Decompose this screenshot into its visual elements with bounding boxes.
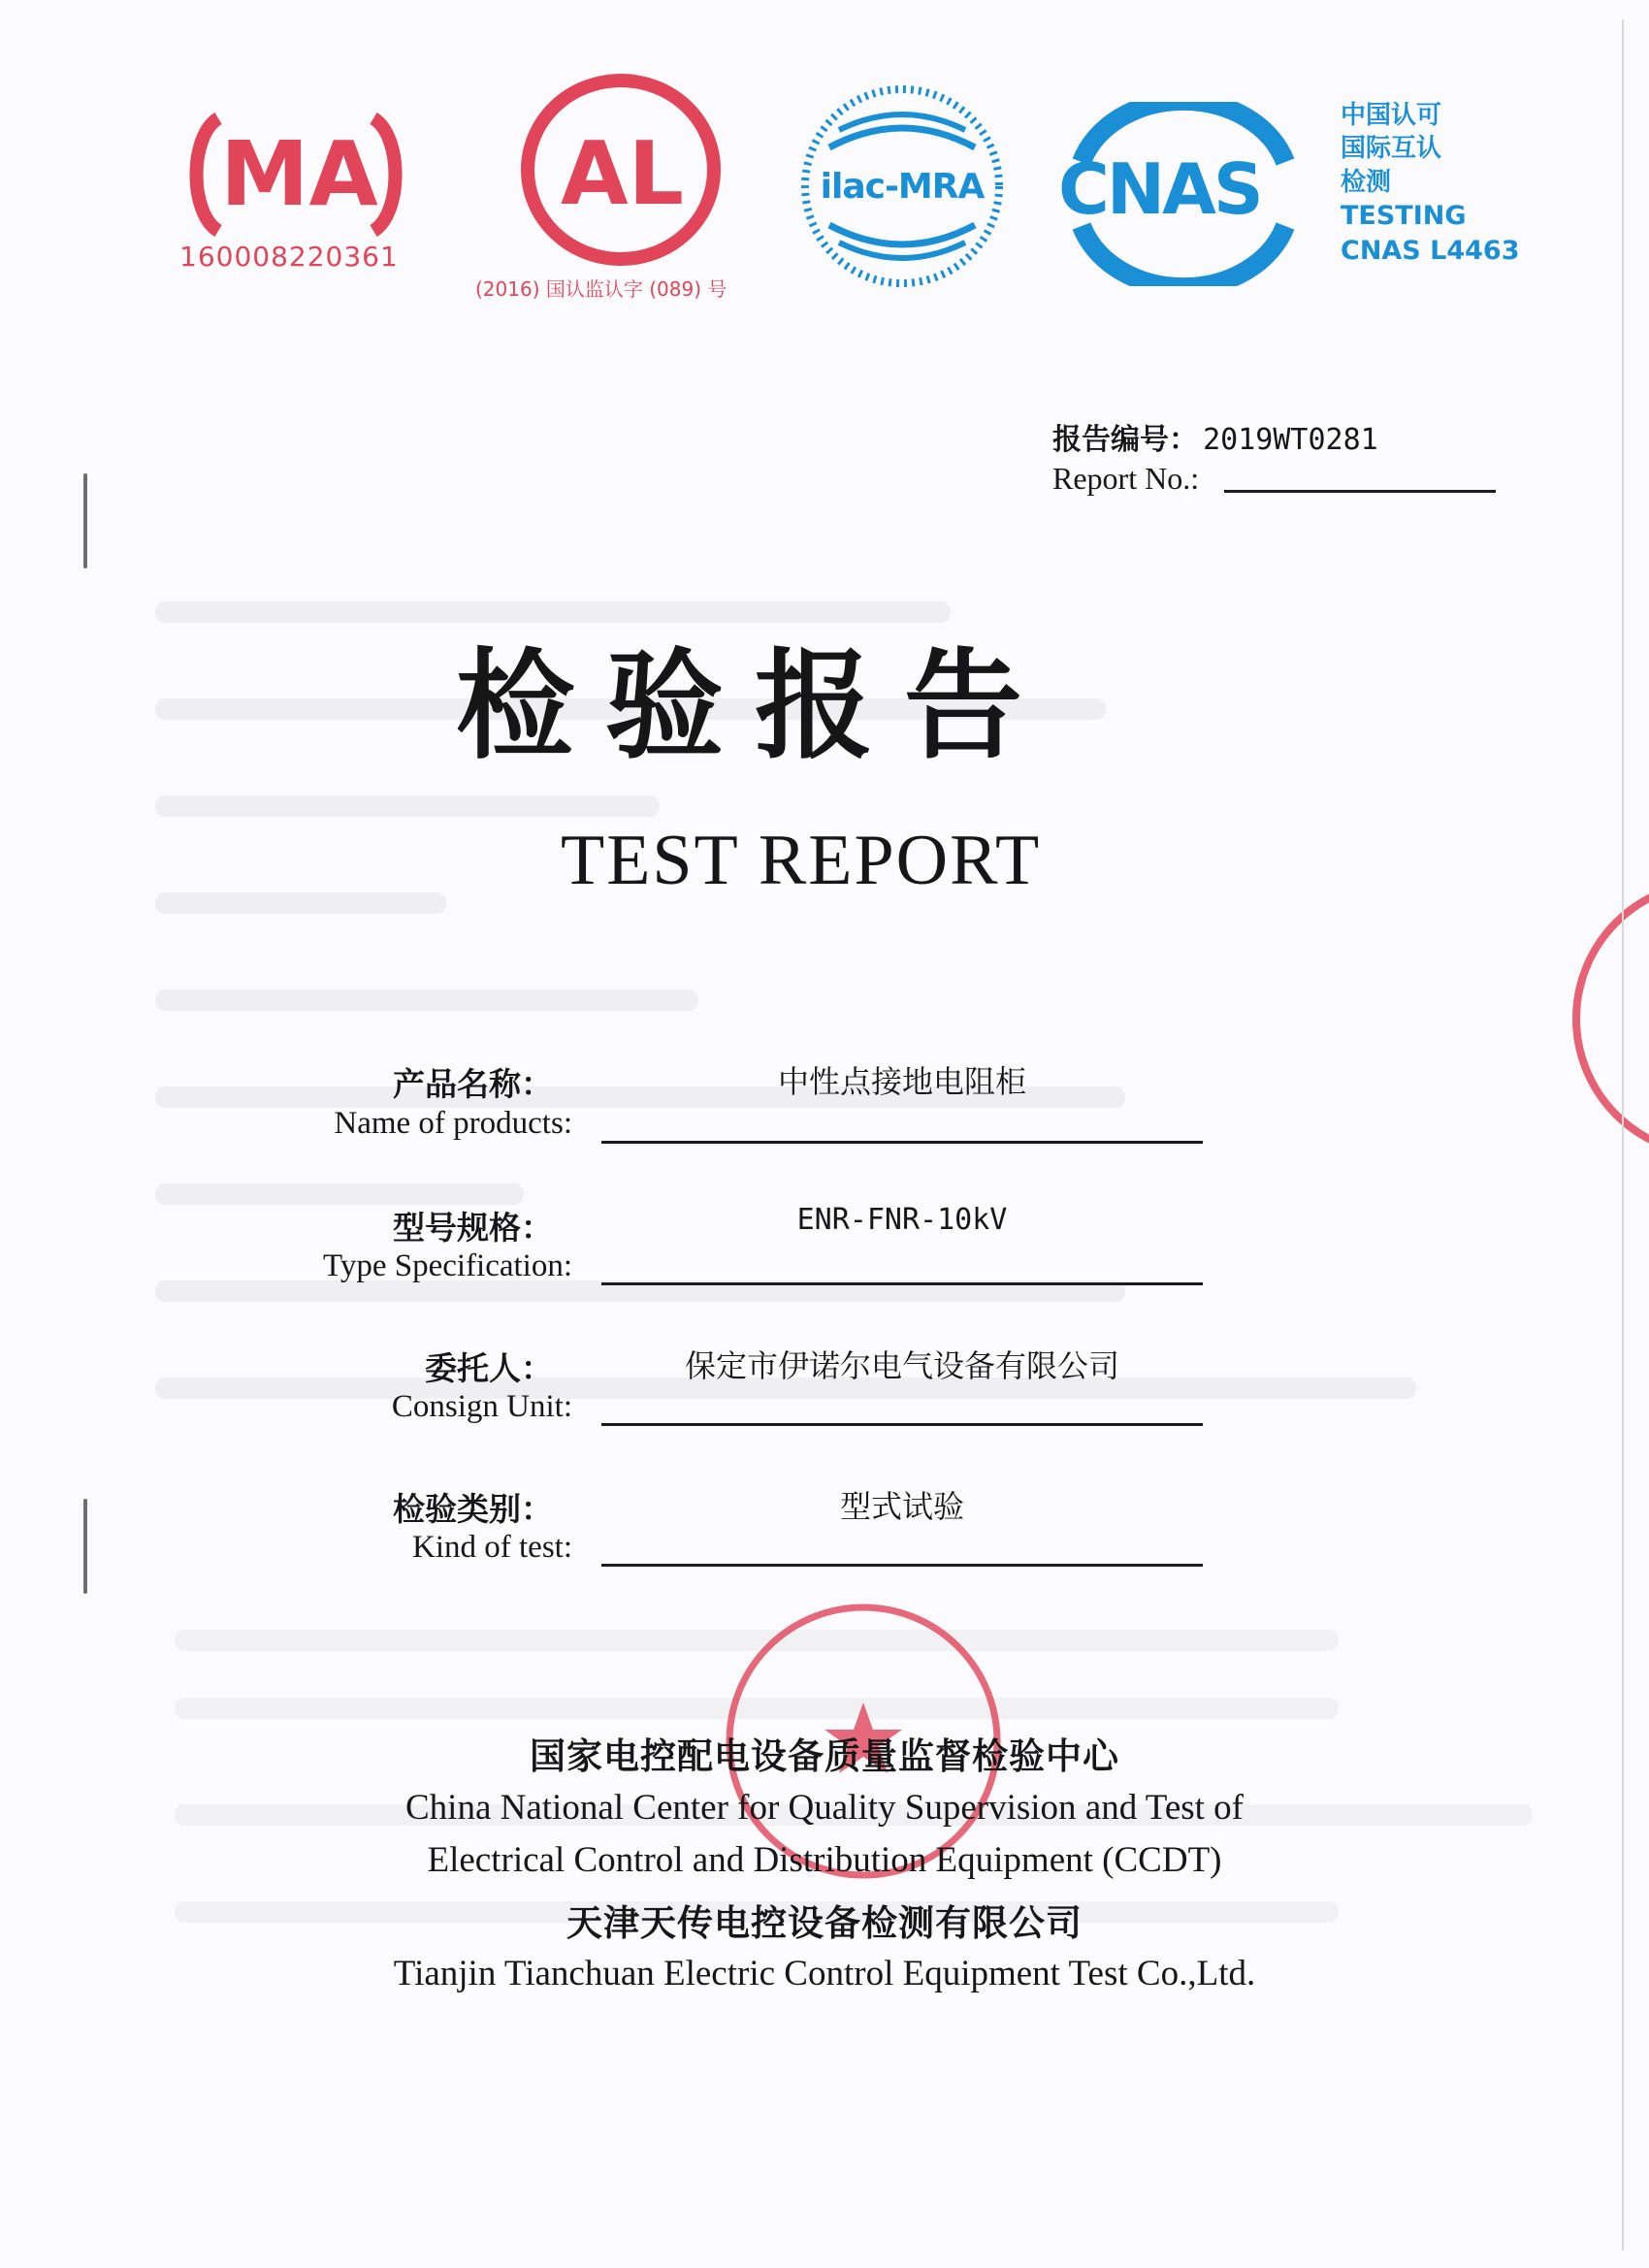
field-underline: [601, 1282, 1203, 1285]
cnas-side-text: [1341, 99, 1520, 268]
field-value-consign-unit: 保定市伊诺尔电气设备有限公司: [684, 1347, 1119, 1384]
report-number-label-en: Report No.:: [1052, 461, 1200, 496]
report-number-value: 2019WT0281: [1203, 423, 1378, 457]
issuer-company-cn: 天津天传电控设备检测有限公司: [566, 1902, 1083, 1944]
cal-caption: (2016) 国认监认字 (089) 号: [475, 277, 728, 301]
staple-top: [83, 473, 87, 568]
field-label-en: Kind of test:: [412, 1530, 572, 1565]
field-label-en: Name of products:: [334, 1106, 572, 1141]
report-number-label-cn: 报告编号：: [1052, 423, 1198, 457]
field-label-cn: 检验类别：: [393, 1490, 553, 1528]
cnas-line: 国际互认: [1341, 134, 1442, 164]
cma-logo: [179, 107, 412, 281]
field-label-cn: 型号规格：: [393, 1209, 553, 1247]
field-label-en: Type Specification:: [322, 1248, 572, 1283]
issuer-center-en-line2: Electrical Control and Distribution Equipment (CCDT): [427, 1840, 1222, 1880]
cnas-line: TESTING: [1341, 200, 1467, 231]
cal-logo: [475, 58, 776, 310]
issuer-company-en: Tianjin Tianchuan Electric Control Equipment Test Co.,Ltd.: [393, 1954, 1256, 1993]
cal-logo-text: AL: [561, 123, 685, 225]
report-number: [1052, 415, 1378, 458]
field-underline: [601, 1141, 1203, 1144]
field-value-type-spec: ENR-FNR-10kV: [796, 1203, 1008, 1237]
field-underline: [601, 1423, 1203, 1426]
ilac-logo-text: ilac-MRA: [820, 167, 985, 207]
issuer-center-cn: 国家电控配电设备质量监督检验中心: [530, 1735, 1119, 1777]
field-label-cn: 产品名称：: [393, 1065, 553, 1103]
edge-seal: [1567, 863, 1649, 1174]
field-underline: [601, 1564, 1203, 1567]
field-label-en: Consign Unit:: [391, 1389, 572, 1424]
cma-logo-text: MA: [220, 122, 378, 226]
page-edge: [1622, 19, 1624, 2251]
cnas-line: CNAS L4463: [1341, 235, 1520, 266]
field-value-product-name: 中性点接地电阻柜: [777, 1063, 1026, 1100]
edge-seal-icon: [1567, 863, 1649, 1174]
ilac-mra-logo: [795, 80, 1009, 293]
cnas-logo: [1052, 102, 1314, 286]
cma-number: 160008220361: [179, 241, 399, 273]
report-number-underline: [1224, 490, 1496, 493]
title-cn: 检验报告: [456, 637, 1053, 775]
issuer-center-en-line1: China National Center for Quality Supervision and Test of: [404, 1788, 1244, 1828]
cnas-line: 检测: [1341, 167, 1392, 197]
field-value-kind-of-test: 型式试验: [839, 1488, 964, 1525]
staple-bottom: [83, 1499, 87, 1594]
cnas-line: 中国认可: [1341, 101, 1442, 130]
title-en: TEST REPORT: [561, 821, 1042, 900]
field-label-cn: 委托人：: [425, 1349, 553, 1387]
cnas-logo-text: CNAS: [1058, 148, 1261, 230]
